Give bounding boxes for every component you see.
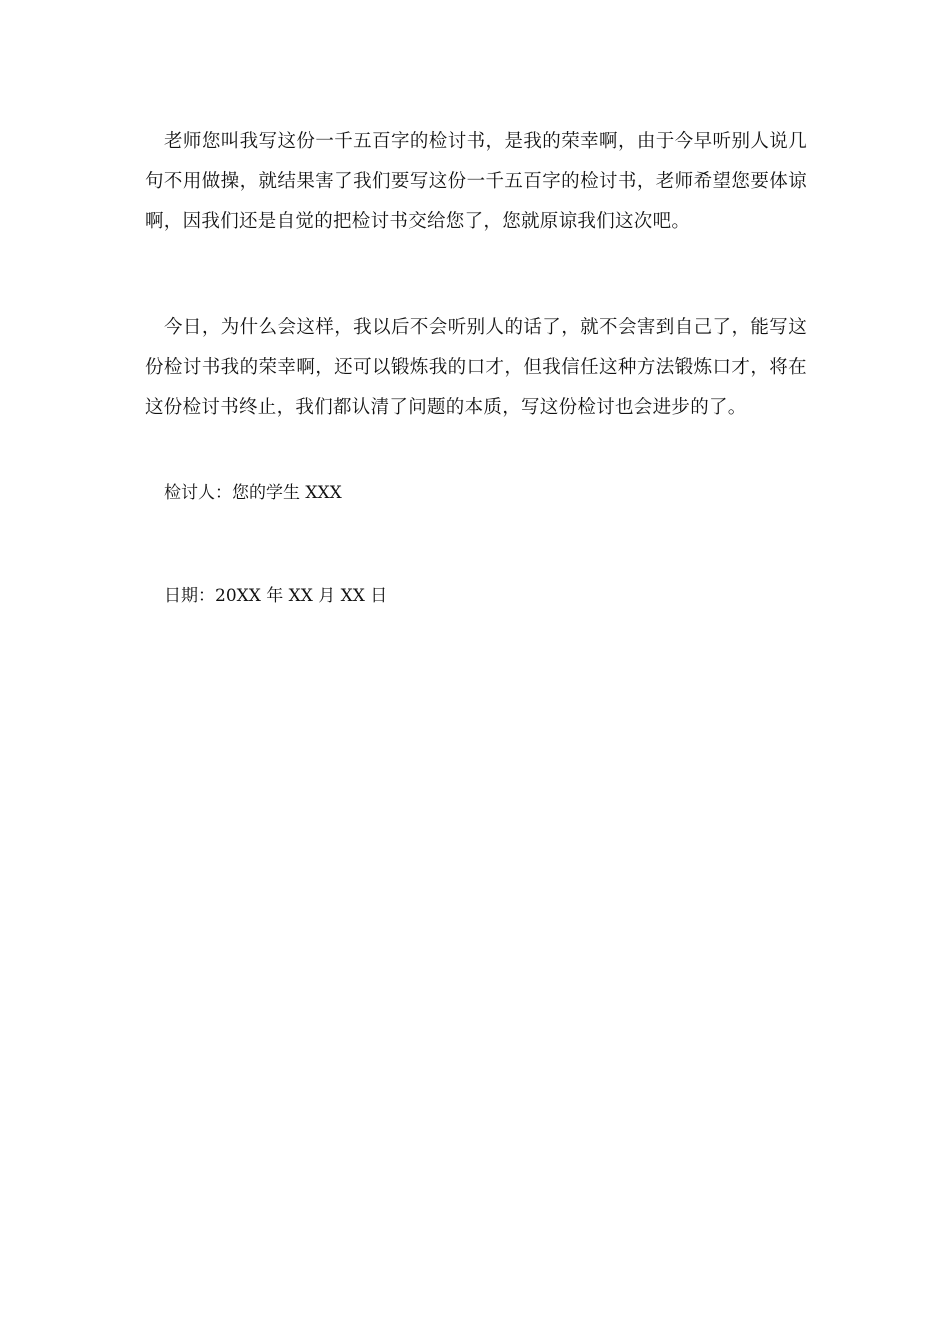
document-body [145,122,807,428]
paragraph-2: 今日，为什么会这样，我以后不会听别人的话了，就不会害到自己了，能写这份检讨书我的荣幸啊，还可以锻炼我的口才，但我信任这种方法锻炼口才，将在这份检讨书终止，我们都认清了问题的本质，写这份检讨也会进步的了。 [145,317,807,418]
date-line: 日期：20XX 年 XX 月 XX 日 [164,586,388,606]
signer-line: 检讨人：您的学生 XXX [164,483,342,503]
paragraph-1: 老师您叫我写这份一千五百字的检讨书，是我的荣幸啊，由于今早听别人说几句不用做操，就结果害了我们要写这份一千五百字的检讨书，老师希望您要体谅啊，因我们还是自觉的把检讨书交给您了，您就原谅我们这次吧。 [145,131,807,232]
